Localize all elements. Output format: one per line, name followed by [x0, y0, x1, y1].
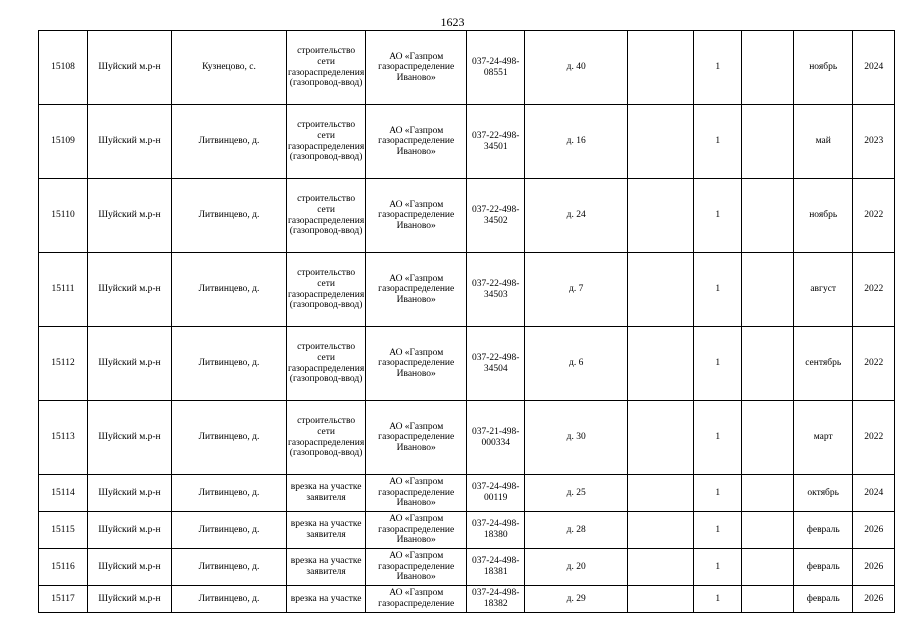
quantity-cell: 1	[694, 327, 742, 401]
work-type-cell: строительство сети газораспределения (газопровод-ввод)	[287, 253, 366, 327]
locality-cell: Литвинцево, д.	[172, 253, 287, 327]
work-type-cell: строительство сети газораспределения (газопровод-ввод)	[287, 105, 366, 179]
object-code-cell: 037-21-498-000334	[467, 401, 525, 475]
blank-cell	[742, 512, 794, 549]
quantity-cell: 1	[694, 475, 742, 512]
row-id-cell: 15113	[39, 401, 88, 475]
month-cell: сентябрь	[794, 327, 853, 401]
work-type-cell: строительство сети газораспределения (газопровод-ввод)	[287, 401, 366, 475]
blank-cell	[628, 327, 694, 401]
district-cell: Шуйский м.р-н	[88, 31, 172, 105]
month-cell: ноябрь	[794, 31, 853, 105]
work-type-cell: врезка на участке заявителя	[287, 475, 366, 512]
year-cell: 2023	[853, 105, 895, 179]
blank-cell	[628, 253, 694, 327]
month-cell: октябрь	[794, 475, 853, 512]
organization-cell: АО «Газпром газораспределение Иваново»	[366, 512, 467, 549]
blank-cell	[628, 31, 694, 105]
row-id-cell: 15109	[39, 105, 88, 179]
month-cell: февраль	[794, 549, 853, 586]
district-cell: Шуйский м.р-н	[88, 327, 172, 401]
organization-cell: АО «Газпром газораспределение Иваново»	[366, 327, 467, 401]
blank-cell	[742, 475, 794, 512]
object-code-cell: 037-24-498-18382	[467, 586, 525, 613]
house-cell: д. 20	[525, 549, 628, 586]
object-code-cell: 037-22-498-34501	[467, 105, 525, 179]
table-row	[39, 31, 895, 105]
work-type-cell: врезка на участке заявителя	[287, 549, 366, 586]
organization-cell: АО «Газпром газораспределение Иваново»	[366, 401, 467, 475]
row-id-cell: 15114	[39, 475, 88, 512]
year-cell: 2022	[853, 179, 895, 253]
blank-cell	[628, 401, 694, 475]
house-cell: д. 24	[525, 179, 628, 253]
locality-cell: Литвинцево, д.	[172, 105, 287, 179]
quantity-cell: 1	[694, 253, 742, 327]
district-cell: Шуйский м.р-н	[88, 475, 172, 512]
object-code-cell: 037-24-498-00119	[467, 475, 525, 512]
locality-cell: Литвинцево, д.	[172, 327, 287, 401]
work-type-cell: строительство сети газораспределения (газопровод-ввод)	[287, 31, 366, 105]
locality-cell: Литвинцево, д.	[172, 549, 287, 586]
house-cell: д. 40	[525, 31, 628, 105]
row-id-cell: 15108	[39, 31, 88, 105]
locality-cell: Кузнецово, с.	[172, 31, 287, 105]
month-cell: февраль	[794, 512, 853, 549]
quantity-cell: 1	[694, 549, 742, 586]
registry-rows	[39, 31, 895, 613]
blank-cell	[742, 586, 794, 613]
house-cell: д. 7	[525, 253, 628, 327]
table-row	[39, 179, 895, 253]
organization-cell: АО «Газпром газораспределение Иваново»	[366, 31, 467, 105]
district-cell: Шуйский м.р-н	[88, 253, 172, 327]
house-cell: д. 16	[525, 105, 628, 179]
blank-cell	[742, 253, 794, 327]
blank-cell	[628, 179, 694, 253]
organization-cell: АО «Газпром газораспределение Иваново»	[366, 549, 467, 586]
blank-cell	[742, 327, 794, 401]
house-cell: д. 29	[525, 586, 628, 613]
house-cell: д. 28	[525, 512, 628, 549]
month-cell: февраль	[794, 586, 853, 613]
table-row	[39, 512, 895, 549]
table-row	[39, 327, 895, 401]
table-row	[39, 475, 895, 512]
month-cell: ноябрь	[794, 179, 853, 253]
table-row	[39, 253, 895, 327]
district-cell: Шуйский м.р-н	[88, 105, 172, 179]
blank-cell	[742, 105, 794, 179]
district-cell: Шуйский м.р-н	[88, 512, 172, 549]
blank-cell	[742, 179, 794, 253]
locality-cell: Литвинцево, д.	[172, 512, 287, 549]
quantity-cell: 1	[694, 512, 742, 549]
year-cell: 2022	[853, 327, 895, 401]
month-cell: май	[794, 105, 853, 179]
work-type-cell: врезка на участке	[287, 586, 366, 613]
table-row	[39, 586, 895, 613]
page-number: 1623	[440, 15, 465, 29]
year-cell: 2024	[853, 475, 895, 512]
blank-cell	[742, 549, 794, 586]
quantity-cell: 1	[694, 586, 742, 613]
blank-cell	[742, 401, 794, 475]
object-code-cell: 037-22-498-34504	[467, 327, 525, 401]
year-cell: 2026	[853, 512, 895, 549]
organization-cell: АО «Газпром газораспределение Иваново»	[366, 253, 467, 327]
row-id-cell: 15111	[39, 253, 88, 327]
table-row	[39, 105, 895, 179]
object-code-cell: 037-24-498-08551	[467, 31, 525, 105]
year-cell: 2024	[853, 31, 895, 105]
work-type-cell: строительство сети газораспределения (газопровод-ввод)	[287, 179, 366, 253]
year-cell: 2026	[853, 586, 895, 613]
row-id-cell: 15117	[39, 586, 88, 613]
organization-cell: АО «Газпром газораспределение Иваново»	[366, 105, 467, 179]
district-cell: Шуйский м.р-н	[88, 549, 172, 586]
blank-cell	[628, 105, 694, 179]
row-id-cell: 15115	[39, 512, 88, 549]
organization-cell: АО «Газпром газораспределение Иваново»	[366, 475, 467, 512]
district-cell: Шуйский м.р-н	[88, 179, 172, 253]
year-cell: 2022	[853, 253, 895, 327]
locality-cell: Литвинцево, д.	[172, 475, 287, 512]
work-type-cell: врезка на участке заявителя	[287, 512, 366, 549]
month-cell: март	[794, 401, 853, 475]
house-cell: д. 6	[525, 327, 628, 401]
object-code-cell: 037-24-498-18380	[467, 512, 525, 549]
year-cell: 2026	[853, 549, 895, 586]
registry-table	[38, 30, 895, 613]
row-id-cell: 15110	[39, 179, 88, 253]
blank-cell	[628, 512, 694, 549]
blank-cell	[628, 586, 694, 613]
work-type-cell: строительство сети газораспределения (газопровод-ввод)	[287, 327, 366, 401]
quantity-cell: 1	[694, 179, 742, 253]
row-id-cell: 15112	[39, 327, 88, 401]
row-id-cell: 15116	[39, 549, 88, 586]
organization-cell: АО «Газпром газораспределение	[366, 586, 467, 613]
house-cell: д. 30	[525, 401, 628, 475]
blank-cell	[742, 31, 794, 105]
district-cell: Шуйский м.р-н	[88, 586, 172, 613]
blank-cell	[628, 475, 694, 512]
district-cell: Шуйский м.р-н	[88, 401, 172, 475]
quantity-cell: 1	[694, 105, 742, 179]
object-code-cell: 037-22-498-34502	[467, 179, 525, 253]
object-code-cell: 037-22-498-34503	[467, 253, 525, 327]
house-cell: д. 25	[525, 475, 628, 512]
locality-cell: Литвинцево, д.	[172, 401, 287, 475]
table-row	[39, 549, 895, 586]
blank-cell	[628, 549, 694, 586]
year-cell: 2022	[853, 401, 895, 475]
quantity-cell: 1	[694, 31, 742, 105]
organization-cell: АО «Газпром газораспределение Иваново»	[366, 179, 467, 253]
locality-cell: Литвинцево, д.	[172, 586, 287, 613]
month-cell: август	[794, 253, 853, 327]
object-code-cell: 037-24-498-18381	[467, 549, 525, 586]
quantity-cell: 1	[694, 401, 742, 475]
table-row	[39, 401, 895, 475]
locality-cell: Литвинцево, д.	[172, 179, 287, 253]
